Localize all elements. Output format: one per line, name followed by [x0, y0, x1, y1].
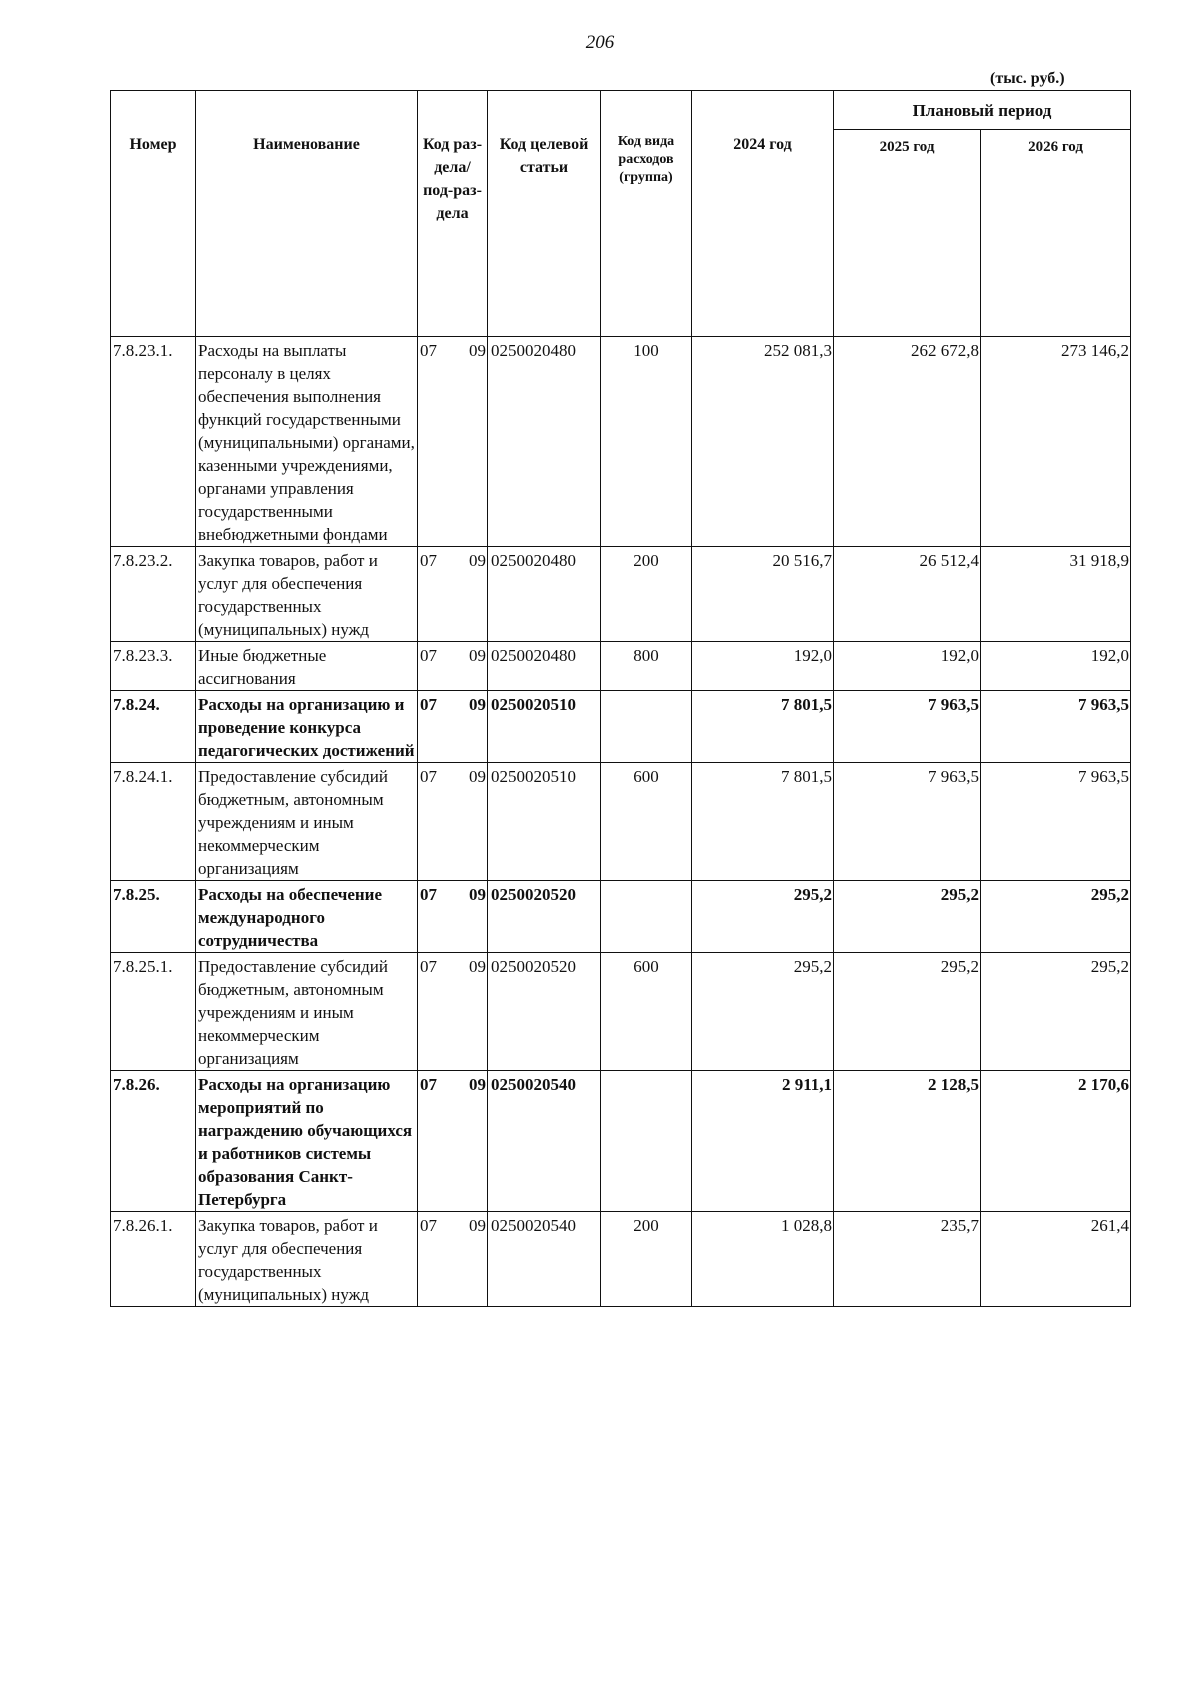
row-number: 7.8.24. — [111, 691, 196, 763]
row-value-2025: 295,2 — [834, 953, 981, 1071]
row-section-code — [418, 953, 488, 1071]
row-target-code: 0250020520 — [488, 881, 601, 953]
row-subsection: 09 — [469, 551, 486, 570]
section-code-pair — [418, 1073, 487, 1096]
row-name: Закупка товаров, работ и услуг для обеспечения государственных (муниципальных) нужд — [196, 547, 418, 642]
row-section-code — [418, 1071, 488, 1212]
row-section-code — [418, 763, 488, 881]
table-row — [111, 1071, 1131, 1212]
section-code-pair — [418, 883, 487, 906]
row-number: 7.8.23.3. — [111, 642, 196, 691]
row-section: 07 — [420, 1216, 437, 1235]
row-target-code: 0250020510 — [488, 691, 601, 763]
section-code-pair — [418, 339, 487, 362]
row-value-2024: 1 028,8 — [692, 1212, 834, 1307]
table-row — [111, 337, 1131, 547]
row-expense-kind: 600 — [601, 763, 692, 881]
row-target-code: 0250020540 — [488, 1071, 601, 1212]
row-name: Расходы на выплаты персоналу в целях обеспечения выполнения функций государственными (муниципальными) органами, казенными учреждениями, органами управления государственными внебюджетными фондами — [196, 337, 418, 547]
row-name: Предоставление субсидий бюджетным, автономным учреждениям и иным некоммерческим организациям — [196, 953, 418, 1071]
header-year-2024: 2024 год — [692, 91, 834, 337]
table-row — [111, 763, 1131, 881]
row-subsection: 09 — [469, 1075, 486, 1094]
row-section: 07 — [420, 885, 437, 904]
page-number: 206 — [585, 32, 615, 53]
row-value-2026: 295,2 — [981, 881, 1131, 953]
row-section: 07 — [420, 695, 437, 714]
row-section: 07 — [420, 767, 437, 786]
table-row — [111, 547, 1131, 642]
row-value-2024: 2 911,1 — [692, 1071, 834, 1212]
row-expense-kind: 200 — [601, 547, 692, 642]
row-value-2025: 7 963,5 — [834, 763, 981, 881]
row-number: 7.8.26.1. — [111, 1212, 196, 1307]
row-subsection: 09 — [469, 1216, 486, 1235]
section-code-pair — [418, 693, 487, 716]
row-number: 7.8.23.2. — [111, 547, 196, 642]
header-planned-period: Плановый период — [834, 91, 1131, 130]
row-value-2026: 273 146,2 — [981, 337, 1131, 547]
row-value-2026: 2 170,6 — [981, 1071, 1131, 1212]
table-row — [111, 953, 1131, 1071]
row-value-2026: 7 963,5 — [981, 691, 1131, 763]
row-section-code — [418, 642, 488, 691]
row-value-2025: 295,2 — [834, 881, 981, 953]
row-expense-kind: 100 — [601, 337, 692, 547]
row-name: Расходы на организацию мероприятий по награждению обучающихся и работников системы образования Санкт-Петербурга — [196, 1071, 418, 1212]
row-section-code — [418, 881, 488, 953]
row-name: Закупка товаров, работ и услуг для обеспечения государственных (муниципальных) нужд — [196, 1212, 418, 1307]
row-expense-kind: 800 — [601, 642, 692, 691]
table-body — [111, 337, 1131, 1307]
section-code-pair — [418, 955, 487, 978]
units-label: (тыс. руб.) — [990, 70, 1065, 87]
row-value-2026: 295,2 — [981, 953, 1131, 1071]
row-value-2026: 7 963,5 — [981, 763, 1131, 881]
row-value-2024: 20 516,7 — [692, 547, 834, 642]
row-section-code — [418, 691, 488, 763]
section-code-pair — [418, 1214, 487, 1237]
row-value-2026: 261,4 — [981, 1212, 1131, 1307]
row-number: 7.8.25.1. — [111, 953, 196, 1071]
row-target-code: 0250020510 — [488, 763, 601, 881]
row-section: 07 — [420, 551, 437, 570]
header-year-2025: 2025 год — [834, 130, 981, 337]
row-value-2026: 192,0 — [981, 642, 1131, 691]
section-code-pair — [418, 549, 487, 572]
row-expense-kind — [601, 691, 692, 763]
row-value-2024: 7 801,5 — [692, 763, 834, 881]
row-subsection: 09 — [469, 885, 486, 904]
budget-table — [110, 90, 1131, 1307]
row-target-code: 0250020540 — [488, 1212, 601, 1307]
table-row — [111, 1212, 1131, 1307]
row-section: 07 — [420, 341, 437, 360]
row-number: 7.8.23.1. — [111, 337, 196, 547]
header-year-2026: 2026 год — [981, 130, 1131, 337]
table-row — [111, 642, 1131, 691]
header-number: Номер — [111, 91, 196, 337]
row-section: 07 — [420, 1075, 437, 1094]
row-value-2024: 252 081,3 — [692, 337, 834, 547]
row-section: 07 — [420, 646, 437, 665]
row-value-2025: 2 128,5 — [834, 1071, 981, 1212]
row-expense-kind: 600 — [601, 953, 692, 1071]
header-expense-kind: Код вида расходов (группа) — [601, 91, 692, 337]
row-target-code: 0250020520 — [488, 953, 601, 1071]
table-row — [111, 881, 1131, 953]
row-section-code — [418, 337, 488, 547]
row-number: 7.8.26. — [111, 1071, 196, 1212]
row-section-code — [418, 547, 488, 642]
row-value-2024: 192,0 — [692, 642, 834, 691]
row-subsection: 09 — [469, 767, 486, 786]
section-code-pair — [418, 765, 487, 788]
row-name: Расходы на обеспечение международного сотрудничества — [196, 881, 418, 953]
row-expense-kind — [601, 881, 692, 953]
row-value-2024: 7 801,5 — [692, 691, 834, 763]
row-value-2025: 26 512,4 — [834, 547, 981, 642]
row-subsection: 09 — [469, 646, 486, 665]
row-value-2025: 192,0 — [834, 642, 981, 691]
row-subsection: 09 — [469, 957, 486, 976]
header-section-code: Код раз-дела/ под-раз-дела — [418, 91, 488, 337]
row-number: 7.8.24.1. — [111, 763, 196, 881]
row-section: 07 — [420, 957, 437, 976]
row-value-2025: 235,7 — [834, 1212, 981, 1307]
row-name: Иные бюджетные ассигнования — [196, 642, 418, 691]
row-name: Расходы на организацию и проведение конкурса педагогических достижений — [196, 691, 418, 763]
row-target-code: 0250020480 — [488, 642, 601, 691]
row-target-code: 0250020480 — [488, 337, 601, 547]
row-target-code: 0250020480 — [488, 547, 601, 642]
row-value-2025: 7 963,5 — [834, 691, 981, 763]
row-expense-kind — [601, 1071, 692, 1212]
row-value-2026: 31 918,9 — [981, 547, 1131, 642]
row-expense-kind: 200 — [601, 1212, 692, 1307]
header-name: Наименование — [196, 91, 418, 337]
row-name: Предоставление субсидий бюджетным, автономным учреждениям и иным некоммерческим организациям — [196, 763, 418, 881]
row-section-code — [418, 1212, 488, 1307]
section-code-pair — [418, 644, 487, 667]
row-subsection: 09 — [469, 695, 486, 714]
row-value-2024: 295,2 — [692, 881, 834, 953]
row-value-2024: 295,2 — [692, 953, 834, 1071]
row-subsection: 09 — [469, 341, 486, 360]
table-row — [111, 691, 1131, 763]
row-value-2025: 262 672,8 — [834, 337, 981, 547]
header-target-code: Код целевой статьи — [488, 91, 601, 337]
row-number: 7.8.25. — [111, 881, 196, 953]
